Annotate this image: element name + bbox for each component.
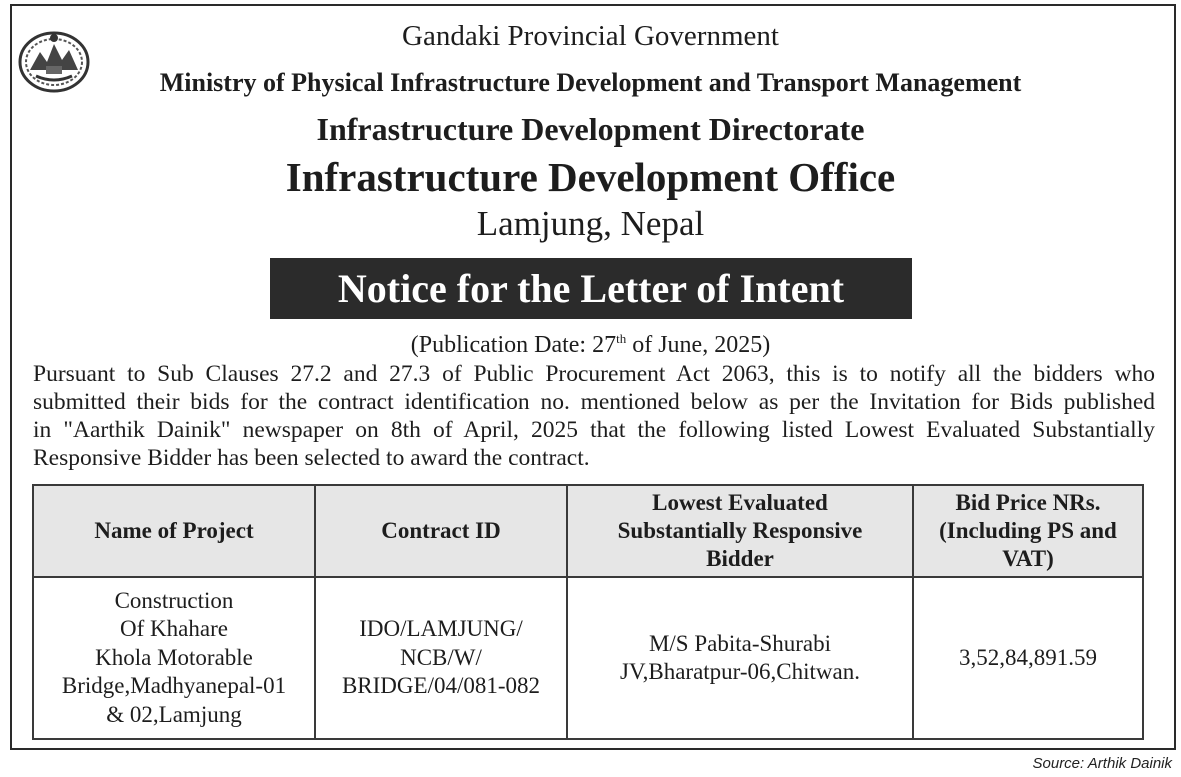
header-line: Substantially Responsive <box>617 518 863 543</box>
header-line: Lowest Evaluated <box>652 490 828 515</box>
table-row <box>33 577 1143 739</box>
cell-line: BRIDGE/04/081-082 <box>341 673 541 699</box>
source-credit: Source: Arthik Dainik <box>1032 755 1172 772</box>
cell-line: Construction <box>114 587 234 613</box>
cell-line: IDO/LAMJUNG/ <box>359 616 523 642</box>
publication-date-ordinal: th <box>616 331 627 346</box>
publication-date-prefix: (Publication Date: 27 <box>410 332 617 358</box>
cell-line: 3,52,84,891.59 <box>959 644 1097 670</box>
header-contract-id <box>315 485 567 577</box>
cell-line: Of Khahare <box>120 616 228 642</box>
government-name: Gandaki Provincial Government <box>402 20 779 52</box>
header-line: VAT) <box>1002 546 1054 571</box>
notice-title-banner <box>270 258 912 319</box>
header-line: Bidder <box>706 546 774 571</box>
publication-date-suffix: of June, 2025) <box>626 332 771 358</box>
notice-paragraph <box>33 360 1155 472</box>
cell-bid-price <box>913 577 1143 739</box>
cell-line: JV,Bharatpur-06,Chitwan. <box>620 659 860 684</box>
notice-title: Notice for the Letter of Intent <box>337 266 845 311</box>
header-bid-price <box>913 485 1143 577</box>
header-name-of-project <box>33 485 315 577</box>
header-line: (Including PS and <box>939 518 1117 543</box>
header-line: Contract ID <box>381 518 501 543</box>
cell-line: M/S Pabita-Shurabi <box>648 630 832 656</box>
paragraph-line: Responsive Bidder has been selected to award the contract. <box>33 445 590 471</box>
cell-line: Khola Motorable <box>95 644 253 670</box>
cell-line: NCB/W/ <box>400 644 482 670</box>
ministry-name: Ministry of Physical Infrastructure Development and Transport Management <box>159 68 1022 97</box>
award-table <box>32 484 1144 740</box>
cell-contract-id <box>315 577 567 739</box>
cell-bidder <box>567 577 913 739</box>
publication-date <box>0 331 1181 359</box>
header-line: Name of Project <box>94 518 254 543</box>
directorate-name: Infrastructure Development Directorate <box>316 111 865 147</box>
paragraph-line: in "Aarthik Dainik" newspaper on 8th of April, 2025 that the following listed Lowest Evaluated Substantially <box>33 417 1155 443</box>
header-bidder <box>567 485 913 577</box>
office-location: Lamjung, Nepal <box>476 204 705 243</box>
cell-line: Bridge,Madhyanepal-01 <box>61 673 287 699</box>
office-name: Infrastructure Development Office <box>285 154 896 200</box>
cell-line: & 02,Lamjung <box>106 701 242 727</box>
paragraph-line: Pursuant to Sub Clauses 27.2 and 27.3 of Public Procurement Act 2063, this is to notify all the bidders who <box>33 361 1155 387</box>
table-header-row <box>33 485 1143 577</box>
paragraph-line: submitted their bids for the contract identification no. mentioned below as per the Invitation for Bids published <box>33 389 1155 415</box>
header-line: Bid Price NRs. <box>955 490 1101 515</box>
cell-project-name <box>33 577 315 739</box>
